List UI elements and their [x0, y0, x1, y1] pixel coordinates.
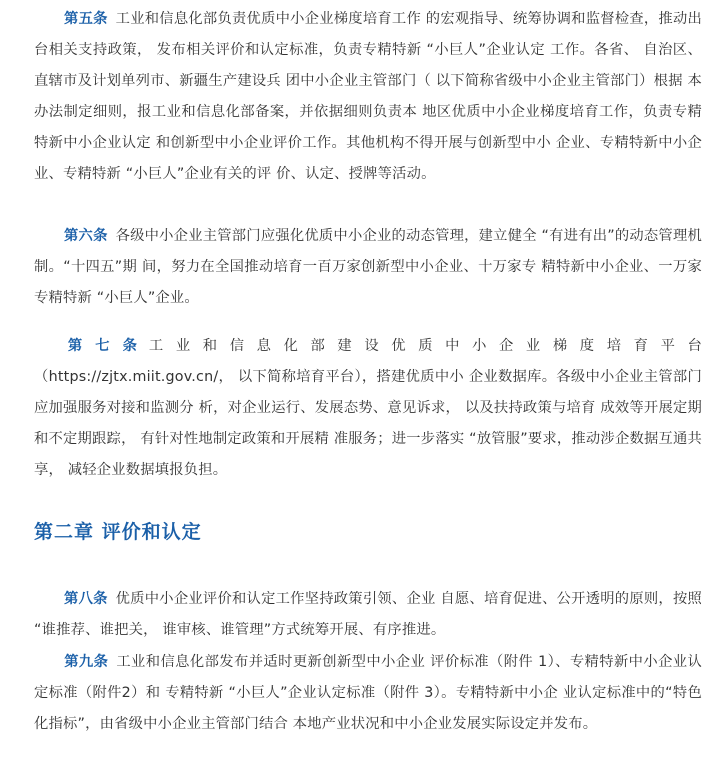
article-8-text: 优质中小企业评价和认定工作坚持政策引领、企业 自愿、培育促进、公开透明的原则，按照 “谁推荐、谁把关， 谁审核、谁管理”方式统筹开展、有序推进。: [34, 591, 702, 638]
article-9: [34, 647, 702, 740]
article-8-label: 第八条: [64, 591, 108, 607]
article-6-label: 第六条: [64, 228, 108, 244]
article-5-label: 第五条: [64, 11, 108, 27]
article-7: [34, 331, 702, 486]
article-5-text: 工业和信息化部负责优质中小企业梯度培育工作 的宏观指导、统筹协调和监督检查，推动出台相关支持政策， 发布相关评价和认定标准，负责专精特新 “小巨人”企业认定 工作。各省、 自治区、直辖市及计划单列市、新疆生产建设兵 团中小企业主管部门（ 以下简称省级中小企业主管部门）根据 本办法制定细则，报工业和信息化部备案，并依据细则负责本 地区优质中小企业梯度培育工作，负责专精特新中小企业认定 和创新型中小企业评价工作。其他机构不得开展与创新型中小 企业、专精特新中小企业、专精特新 “小巨人”企业有关的评 价、认定、授牌等活动。: [34, 11, 702, 182]
article-8: [34, 584, 702, 646]
article-6: [34, 221, 702, 314]
article-6-text: 各级中小企业主管部门应强化优质中小企业的动态管理，建立健全 “有进有出”的动态管理机制。“十四五”期 间，努力在全国推动培育一百万家创新型中小企业、十万家专 精特新中小企业、一万家专精特新 “小巨人”企业。: [34, 228, 702, 306]
article-7-label: 第 七 条: [64, 338, 141, 354]
article-5: [34, 4, 702, 190]
article-9-text: 工业和信息化部发布并适时更新创新型中小企业 评价标准（附件 1）、专精特新中小企业认定标准（附件2）和 专精特新 “小巨人”企业认定标准（附件 3）。专精特新中小企 业认定标准中的“特色化指标”，由省级中小企业主管部门结合 本地产业状况和中小企业发展实际设定并发布。: [34, 654, 702, 732]
article-9-label: 第九条: [64, 654, 109, 670]
article-7-text: 工 业 和 信 息 化 部 建 设 优 质 中 小 企 业 梯 度 培 育 平 台 （https://zjtx.miit.gov.cn/， 以下简称培育平台），搭建优质中小 企业数据库。各级中小企业主管部门应加强服务对接和监测分 析，对企业运行、发展态势、意见诉求， 以及扶持政策与培育 成效等开展定期和不定期跟踪， 有针对性地制定政策和开展精 准服务；进一步落实 “放管服”要求，推动涉企数据互通共享， 减轻企业数据填报负担。: [34, 338, 702, 478]
chapter-heading: 第二章 评价和认定: [34, 521, 202, 543]
